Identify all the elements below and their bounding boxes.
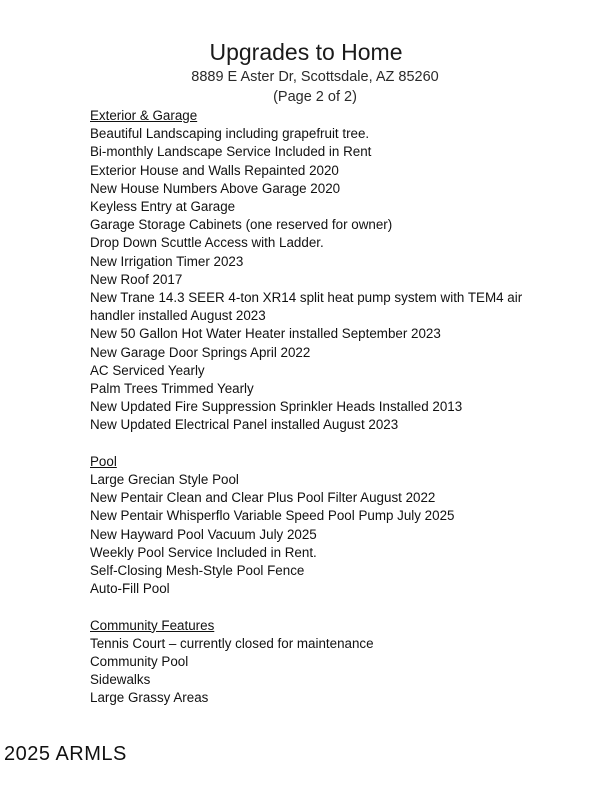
list-item: New Pentair Clean and Clear Plus Pool Filter August 2022 bbox=[90, 490, 436, 506]
list-item: AC Serviced Yearly bbox=[90, 362, 205, 378]
list-item: Large Grecian Style Pool bbox=[90, 472, 239, 488]
upgrades-content bbox=[90, 107, 540, 708]
list-item: New Roof 2017 bbox=[90, 271, 183, 287]
section-community-features bbox=[90, 617, 540, 708]
list-item: Beautiful Landscaping including grapefruit tree. bbox=[90, 126, 370, 142]
list-item: Exterior House and Walls Repainted 2020 bbox=[90, 162, 339, 178]
item-list bbox=[90, 471, 540, 598]
section-exterior-garage bbox=[90, 107, 540, 435]
list-item: Tennis Court – currently closed for maintenance bbox=[90, 635, 374, 651]
list-item: Auto-Fill Pool bbox=[90, 581, 170, 597]
list-item: Palm Trees Trimmed Yearly bbox=[90, 381, 254, 397]
property-address: 8889 E Aster Dr, Scottsdale, AZ 85260 bbox=[191, 69, 439, 85]
list-item: New Hayward Pool Vacuum July 2025 bbox=[90, 526, 317, 542]
section-heading: Pool bbox=[90, 453, 117, 469]
page-number: (Page 2 of 2) bbox=[273, 89, 357, 105]
list-item: New Irrigation Timer 2023 bbox=[90, 253, 244, 269]
item-list bbox=[90, 125, 540, 434]
list-item: Garage Storage Cabinets (one reserved for owner) bbox=[90, 217, 393, 233]
section-spacer bbox=[90, 435, 540, 453]
list-item: Drop Down Scuttle Access with Ladder. bbox=[90, 235, 324, 251]
list-item: Weekly Pool Service Included in Rent. bbox=[90, 544, 317, 560]
item-list bbox=[90, 635, 540, 708]
list-item: Community Pool bbox=[90, 654, 189, 670]
list-item: New Updated Electrical Panel installed August 2023 bbox=[90, 417, 399, 433]
list-item: Sidewalks bbox=[90, 672, 151, 688]
list-item: Bi-monthly Landscape Service Included in Rent bbox=[90, 144, 372, 160]
list-item: New Trane 14.3 SEER 4-ton XR14 split heat pump system with TEM4 air handler installed August 2023 bbox=[90, 290, 523, 324]
section-heading: Community Features bbox=[90, 617, 215, 633]
list-item: Large Grassy Areas bbox=[90, 690, 209, 706]
copyright-watermark: 2025 ARMLS bbox=[4, 743, 127, 765]
list-item: New Updated Fire Suppression Sprinkler Heads Installed 2013 bbox=[90, 399, 463, 415]
section-heading: Exterior & Garage bbox=[90, 108, 198, 123]
page-title: Upgrades to Home bbox=[209, 39, 403, 65]
section-pool bbox=[90, 453, 540, 599]
section-spacer bbox=[90, 598, 540, 616]
list-item: New House Numbers Above Garage 2020 bbox=[90, 180, 341, 196]
list-item: New 50 Gallon Hot Water Heater installed September 2023 bbox=[90, 326, 441, 342]
list-item: Self-Closing Mesh-Style Pool Fence bbox=[90, 563, 305, 579]
list-item: New Garage Door Springs April 2022 bbox=[90, 344, 311, 360]
list-item: Keyless Entry at Garage bbox=[90, 199, 236, 215]
list-item: New Pentair Whisperflo Variable Speed Pool Pump July 2025 bbox=[90, 508, 455, 524]
